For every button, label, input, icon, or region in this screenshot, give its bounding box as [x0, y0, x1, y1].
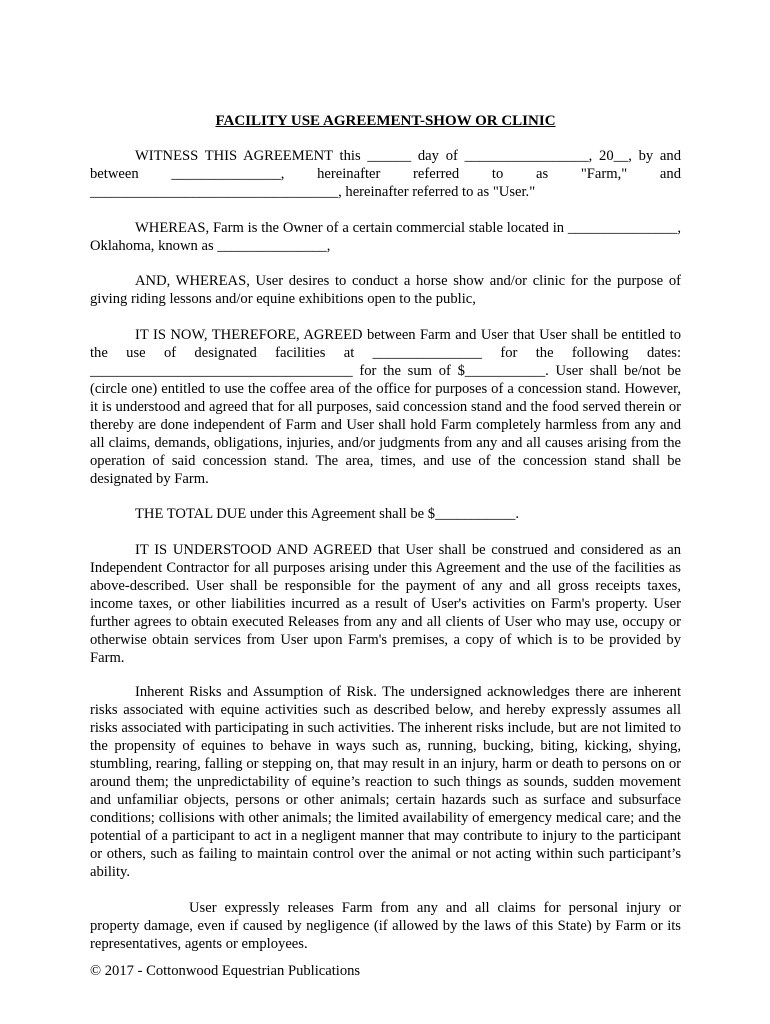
document-page	[90, 0, 681, 1024]
witness-paragraph: WITNESS THIS AGREEMENT this ______ day of _________________, 20__, by and between _______________, hereinafter referred to as "Farm," and __________________________________, hereinafter referred to as "User."	[90, 148, 681, 200]
agreement-terms-paragraph: IT IS NOW, THEREFORE, AGREED between Farm and User that User shall be entitled to the use of designated facilities at _______________ for the following dates: ____________________________________ for the sum of $___________. User shall be/not be (circle one) entitled to use the coffee area of the office for purposes of a concession stand. However, it is understood and agreed that for all purposes, said concession stand and the food served therein or thereby are done independent of Farm and User shall hold Farm completely harmless from any and all claims, demands, obligations, injuries, and/or judgments from any and all causes arising from the operation of said concession stand. The area, times, and use of the concession stand shall be designated by Farm.	[90, 327, 681, 487]
release-paragraph: User expressly releases Farm from any and all claims for personal injury or property damage, even if caused by negligence (if allowed by the laws of this State) by Farm or its representatives, agents or employees.	[90, 900, 681, 952]
copyright-footer: © 2017 - Cottonwood Equestrian Publications	[90, 963, 361, 979]
inherent-risks-paragraph: Inherent Risks and Assumption of Risk. The undersigned acknowledges there are inherent risks associated with equine activities such as described below, and hereby expressly assumes all risks associated with participating in such activities. The inherent risks include, but are not limited to the propensity of equines to behave in ways such as, running, bucking, biting, kicking, shying, stumbling, rearing, falling or stepping on, that may result in an injury, harm or death to persons on or around them; the unpredictability of equine’s reaction to such things as sounds, sudden movement and unfamiliar objects, persons or other animals; certain hazards such as surface and subsurface conditions; collisions with other animals; the limited availability of emergency medical care; and the potential of a participant to act in a negligent manner that may contribute to injury to the participant or others, such as failing to maintain control over the animal or not acting within such participant’s ability.	[90, 684, 681, 880]
independent-contractor-paragraph: IT IS UNDERSTOOD AND AGREED that User shall be construed and considered as an Independent Contractor for all purposes arising under this Agreement and the use of the facilities as above-described. User shall be responsible for the payment of any and all gross receipts taxes, income taxes, or other liabilities incurred as a result of User's activities on Farm's property. User further agrees to obtain executed Releases from any and all clients of User who may use, occupy or otherwise obtain services from User upon Farm's premises, a copy of which is to be provided by Farm.	[90, 542, 681, 666]
total-due-paragraph: THE TOTAL DUE under this Agreement shall be $___________.	[135, 506, 520, 522]
whereas-paragraph: WHEREAS, Farm is the Owner of a certain commercial stable located in _______________, Oklahoma, known as _______________,	[90, 220, 681, 254]
and-whereas-paragraph: AND, WHEREAS, User desires to conduct a horse show and/or clinic for the purpose of giving riding lessons and/or equine exhibitions open to the public,	[90, 273, 681, 307]
document-title: FACILITY USE AGREEMENT-SHOW OR CLINIC	[215, 113, 556, 129]
